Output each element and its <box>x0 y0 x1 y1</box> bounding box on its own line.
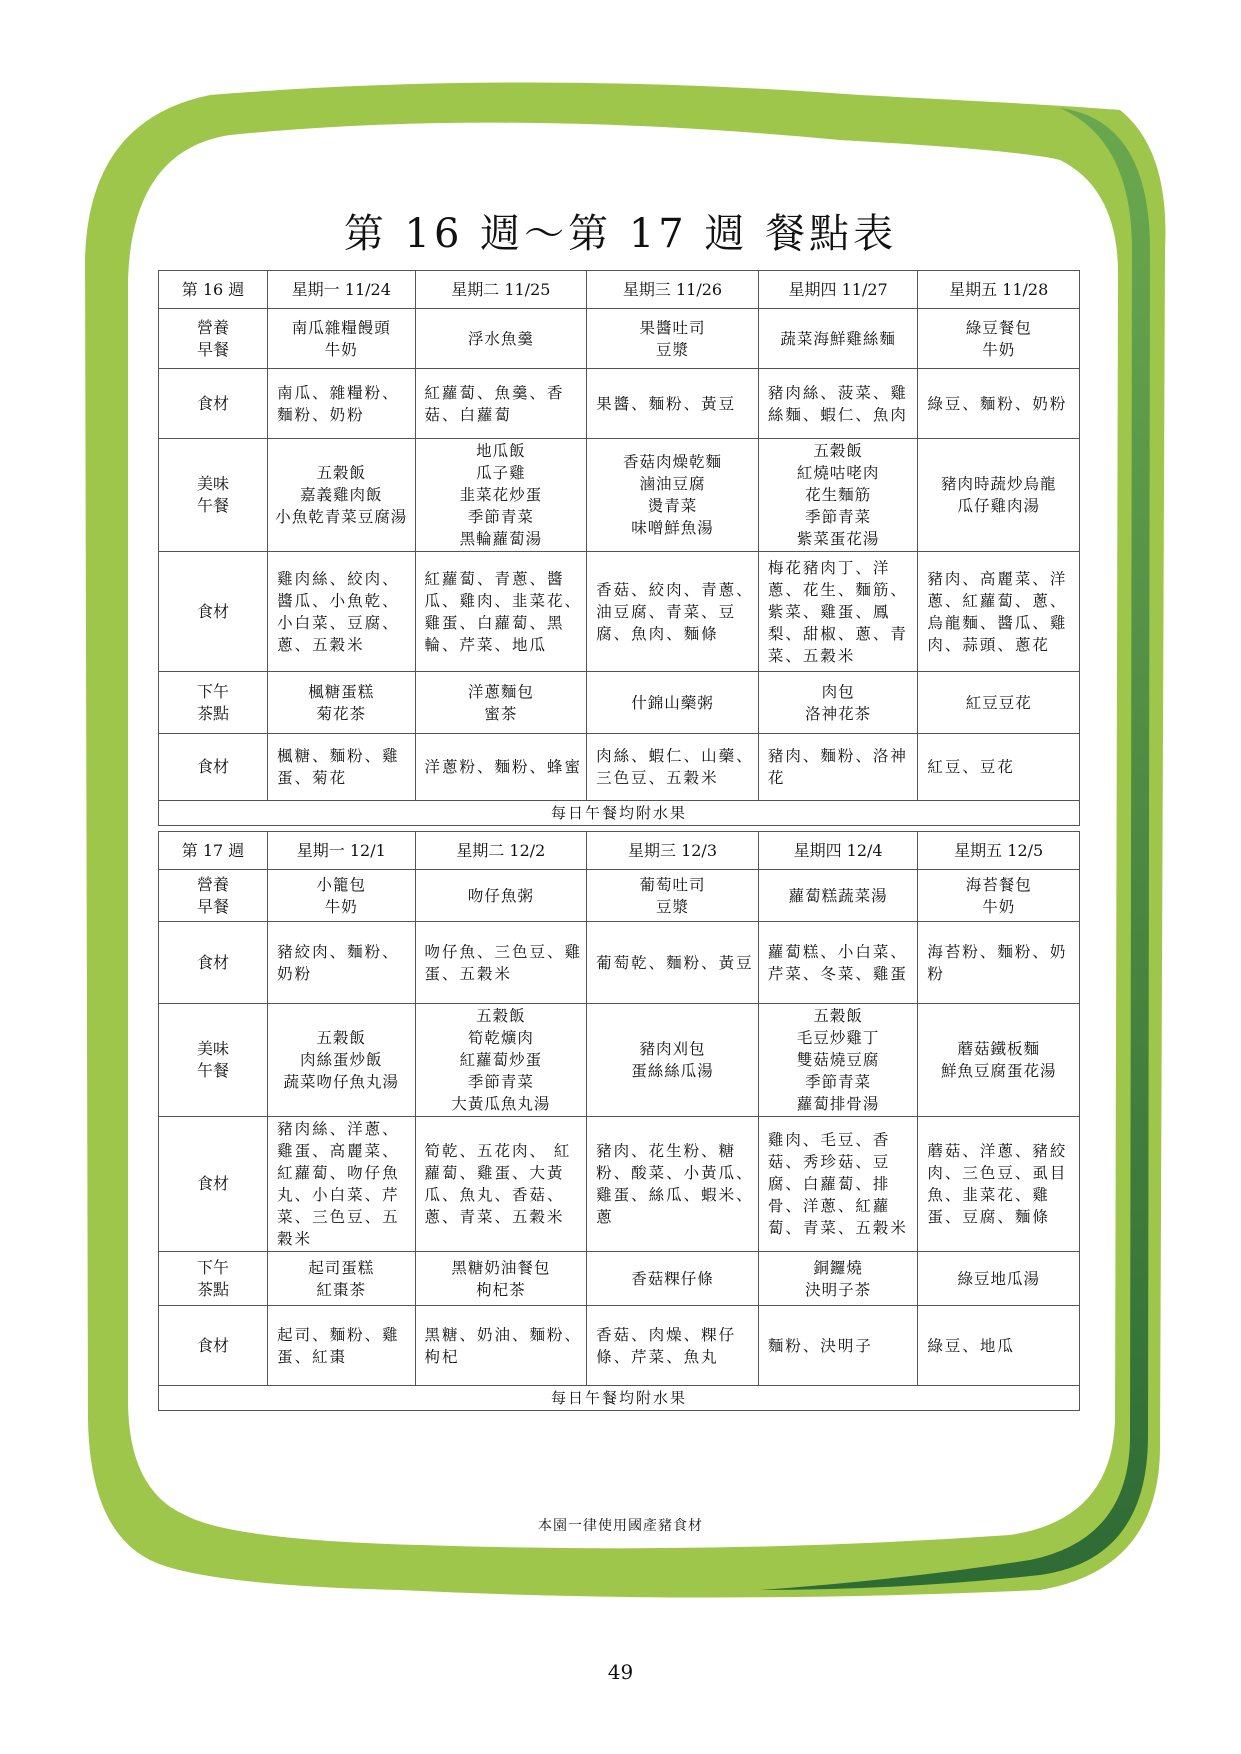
row-label: 食材 <box>159 734 268 801</box>
row-label: 下午 茶點 <box>159 672 268 734</box>
day-header: 星期一 12/1 <box>268 832 415 870</box>
row-label: 食材 <box>159 369 268 439</box>
dish-cell: 綠豆地瓜湯 <box>918 1252 1080 1306</box>
row-label: 美味 午餐 <box>159 439 268 552</box>
row-label: 食材 <box>159 1117 268 1252</box>
dish-cell: 黑糖奶油餐包 枸杞茶 <box>415 1252 587 1306</box>
day-header: 星期四 12/4 <box>758 832 918 870</box>
table-row <box>159 369 1080 439</box>
row-label: 美味 午餐 <box>159 1004 268 1117</box>
row-label: 食材 <box>159 922 268 1004</box>
table-row <box>159 309 1080 369</box>
ingredient-cell: 綠豆、地瓜 <box>918 1306 1080 1386</box>
dish-cell: 豬肉刈包 蛋絲絲瓜湯 <box>587 1004 759 1117</box>
ingredient-cell: 蘑菇、洋蔥、豬絞肉、三色豆、虱目魚、韭菜花、雞蛋、豆腐、麵條 <box>918 1117 1080 1252</box>
dish-cell: 洋蔥麵包 蜜茶 <box>415 672 587 734</box>
ingredient-cell: 海苔粉、麵粉、奶粉 <box>918 922 1080 1004</box>
dish-cell: 蘿蔔糕蔬菜湯 <box>758 870 918 922</box>
day-header: 星期一 11/24 <box>268 271 415 309</box>
ingredient-cell: 豬肉、高麗菜、洋蔥、紅蘿蔔、蔥、烏龍麵、醬瓜、雞肉、蒜頭、蔥花 <box>918 552 1080 672</box>
menu-table-week-17 <box>158 831 1080 1411</box>
day-header: 星期五 12/5 <box>918 832 1080 870</box>
dish-cell: 紅豆豆花 <box>918 672 1080 734</box>
dish-cell: 什錦山藥粥 <box>587 672 759 734</box>
dish-cell: 五穀飯 紅燒咕咾肉 花生麵筋 季節青菜 紫菜蛋花湯 <box>758 439 918 552</box>
page-title: 第 16 週～第 17 週 餐點表 <box>343 211 898 257</box>
ingredient-cell: 香菇、肉燥、粿仔條、芹菜、魚丸 <box>587 1306 759 1386</box>
day-header: 星期五 11/28 <box>918 271 1080 309</box>
dish-cell: 南瓜雜糧饅頭 牛奶 <box>268 309 415 369</box>
week-label: 第 16 週 <box>159 271 268 309</box>
ingredient-cell: 香菇、絞肉、青蔥、油豆腐、青菜、豆腐、魚肉、麵條 <box>587 552 759 672</box>
page-number: 49 <box>607 1660 634 1684</box>
table-row <box>159 1117 1080 1252</box>
ingredient-cell: 豬肉、麵粉、洛神花 <box>758 734 918 801</box>
ingredient-cell: 葡萄乾、麵粉、黃豆 <box>587 922 759 1004</box>
table-row <box>159 552 1080 672</box>
dish-cell: 豬肉時蔬炒烏龍 瓜仔雞肉湯 <box>918 439 1080 552</box>
dish-cell: 地瓜飯 瓜子雞 韭菜花炒蛋 季節青菜 黑輪蘿蔔湯 <box>415 439 587 552</box>
table-row <box>159 870 1080 922</box>
dish-cell: 五穀飯 嘉義雞肉飯 小魚乾青菜豆腐湯 <box>268 439 415 552</box>
ingredient-cell: 豬肉絲、菠菜、雞絲麵、蝦仁、魚肉 <box>758 369 918 439</box>
dish-cell: 蘑菇鐵板麵 鮮魚豆腐蛋花湯 <box>918 1004 1080 1117</box>
fruit-note: 每日午餐均附水果 <box>159 801 1080 826</box>
ingredient-cell: 綠豆、麵粉、奶粉 <box>918 369 1080 439</box>
dish-cell: 五穀飯 毛豆炒雞丁 雙菇燒豆腐 季節青菜 蘿蔔排骨湯 <box>758 1004 918 1117</box>
week-label: 第 17 週 <box>159 832 268 870</box>
row-label: 食材 <box>159 1306 268 1386</box>
day-header: 星期二 12/2 <box>415 832 587 870</box>
menu-table-week-16 <box>158 270 1080 826</box>
dish-cell: 香菇粿仔條 <box>587 1252 759 1306</box>
dish-cell: 浮水魚羹 <box>415 309 587 369</box>
ingredient-cell: 吻仔魚、三色豆、雞蛋、五穀米 <box>415 922 587 1004</box>
dish-cell: 小籠包 牛奶 <box>268 870 415 922</box>
footnote: 本園一律使用國產豬食材 <box>538 1518 703 1534</box>
day-header: 星期三 11/26 <box>587 271 759 309</box>
dish-cell: 海苔餐包 牛奶 <box>918 870 1080 922</box>
dish-cell: 銅鑼燒 決明子茶 <box>758 1252 918 1306</box>
table-row <box>159 922 1080 1004</box>
dish-cell: 五穀飯 筍乾爌肉 紅蘿蔔炒蛋 季節青菜 大黃瓜魚丸湯 <box>415 1004 587 1117</box>
table-row <box>159 1004 1080 1117</box>
row-label: 營養 早餐 <box>159 870 268 922</box>
table-row <box>159 734 1080 801</box>
ingredient-cell: 梅花豬肉丁、洋蔥、花生、麵筋、紫菜、雞蛋、鳳梨、甜椒、蔥、青菜、五穀米 <box>758 552 918 672</box>
ingredient-cell: 果醬、麵粉、黃豆 <box>587 369 759 439</box>
dish-cell: 肉包 洛神花茶 <box>758 672 918 734</box>
ingredient-cell: 楓糖、麵粉、雞蛋、菊花 <box>268 734 415 801</box>
table-row <box>159 439 1080 552</box>
fruit-note: 每日午餐均附水果 <box>159 1386 1080 1411</box>
ingredient-cell: 雞肉絲、絞肉、醬瓜、小魚乾、小白菜、豆腐、蔥、五穀米 <box>268 552 415 672</box>
dish-cell: 香菇肉燥乾麵 滷油豆腐 燙青菜 味噌鮮魚湯 <box>587 439 759 552</box>
dish-cell: 楓糖蛋糕 菊花茶 <box>268 672 415 734</box>
ingredient-cell: 雞肉、毛豆、香菇、秀珍菇、豆腐、白蘿蔔、排骨、洋蔥、紅蘿蔔、青菜、五穀米 <box>758 1117 918 1252</box>
ingredient-cell: 麵粉、決明子 <box>758 1306 918 1386</box>
dish-cell: 綠豆餐包 牛奶 <box>918 309 1080 369</box>
ingredient-cell: 豬肉、花生粉、糖粉、酸菜、小黃瓜、雞蛋、絲瓜、蝦米、蔥 <box>587 1117 759 1252</box>
ingredient-cell: 紅蘿蔔、魚羹、香菇、白蘿蔔 <box>415 369 587 439</box>
dish-cell: 五穀飯 肉絲蛋炒飯 蔬菜吻仔魚丸湯 <box>268 1004 415 1117</box>
ingredient-cell: 豬絞肉、麵粉、奶粉 <box>268 922 415 1004</box>
row-label: 下午 茶點 <box>159 1252 268 1306</box>
dish-cell: 起司蛋糕 紅棗茶 <box>268 1252 415 1306</box>
day-header: 星期三 12/3 <box>587 832 759 870</box>
day-header: 星期二 11/25 <box>415 271 587 309</box>
dish-cell: 吻仔魚粥 <box>415 870 587 922</box>
dish-cell: 葡萄吐司 豆漿 <box>587 870 759 922</box>
ingredient-cell: 紅豆、豆花 <box>918 734 1080 801</box>
row-label: 食材 <box>159 552 268 672</box>
dish-cell: 果醬吐司 豆漿 <box>587 309 759 369</box>
ingredient-cell: 南瓜、雜糧粉、麵粉、奶粉 <box>268 369 415 439</box>
dish-cell: 蔬菜海鮮雞絲麵 <box>758 309 918 369</box>
row-label: 營養 早餐 <box>159 309 268 369</box>
ingredient-cell: 洋蔥粉、麵粉、蜂蜜 <box>415 734 587 801</box>
table-row <box>159 1252 1080 1306</box>
ingredient-cell: 黑糖、奶油、麵粉、枸杞 <box>415 1306 587 1386</box>
ingredient-cell: 紅蘿蔔、青蔥、醬瓜、雞肉、韭菜花、雞蛋、白蘿蔔、黑輪、芹菜、地瓜 <box>415 552 587 672</box>
ingredient-cell: 蘿蔔糕、小白菜、芹菜、冬菜、雞蛋 <box>758 922 918 1004</box>
table-row <box>159 672 1080 734</box>
ingredient-cell: 肉絲、蝦仁、山藥、三色豆、五穀米 <box>587 734 759 801</box>
ingredient-cell: 筍乾、五花肉、 紅蘿蔔、雞蛋、大黃瓜、魚丸、香菇、蔥、青菜、五穀米 <box>415 1117 587 1252</box>
table-row <box>159 1306 1080 1386</box>
ingredient-cell: 起司、麵粉、雞蛋、紅棗 <box>268 1306 415 1386</box>
ingredient-cell: 豬肉絲、洋蔥、雞蛋、高麗菜、紅蘿蔔、吻仔魚丸、小白菜、芹菜、三色豆、五穀米 <box>268 1117 415 1252</box>
day-header: 星期四 11/27 <box>758 271 918 309</box>
